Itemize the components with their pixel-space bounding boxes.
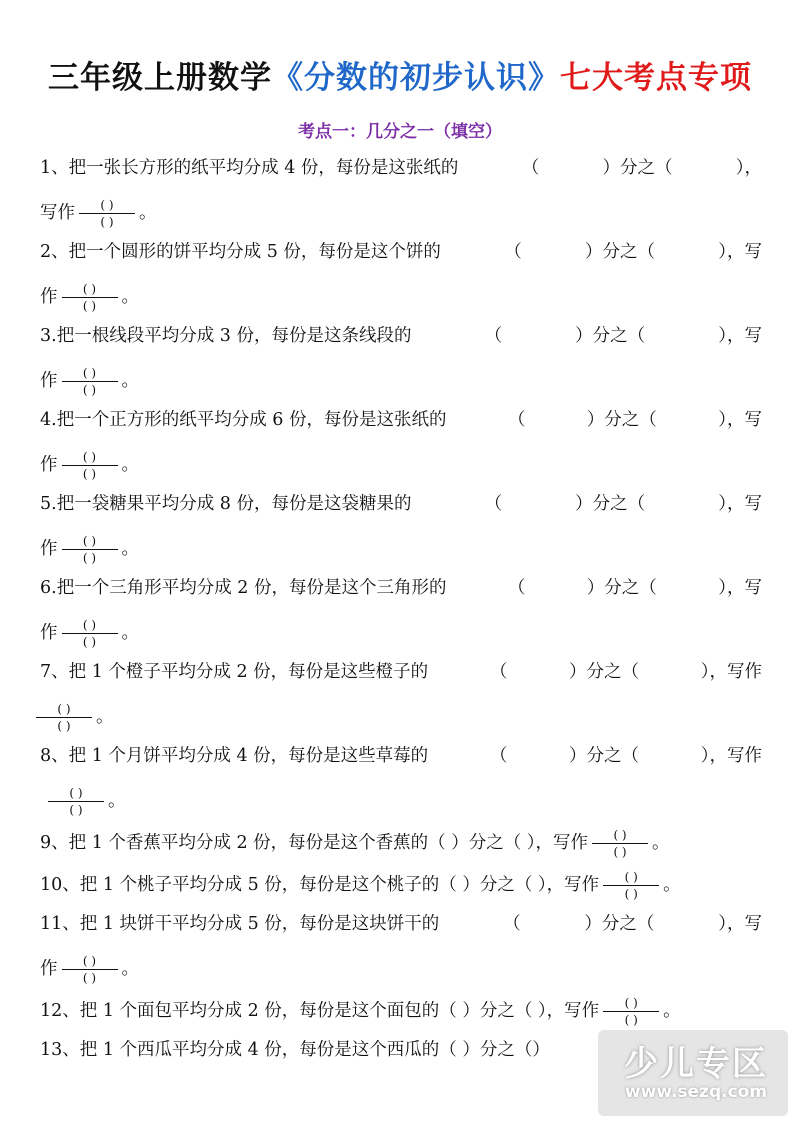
fraction-blank[interactable]: $\frac{( )}{( )}$ [603, 870, 659, 901]
title-grade: 三年级上册数学 [48, 60, 272, 96]
question-11-text: 11、把 1 块饼干平均分成 5 份，每份是这块饼干的 [40, 914, 440, 934]
question-6-line1: 6.把一个三角形平均分成 2 份，每份是这个三角形的 （ ）分之（ ），写 [40, 578, 762, 598]
question-2-line1: 2、把一个圆形的饼平均分成 5 份，每份是这个饼的 （ ）分之（ ），写 [40, 242, 762, 262]
question-7-text: 7、把 1 个橙子平均分成 2 份，每份是这些橙子的 [40, 662, 429, 682]
fraction-blank[interactable]: $\frac{( )}{( )}$ [62, 954, 118, 985]
fraction-blank[interactable]: $\frac{( )}{( )}$ [603, 996, 659, 1027]
question-11-line2: 作 $\frac{( )}{( )}$ 。 [40, 954, 139, 985]
fraction-blank[interactable]: $\frac{( )}{( )}$ [62, 618, 118, 649]
question-10-line: 10、把 1 个桃子平均分成 5 份，每份是这个桃子的（ ）分之（ ），写作 $\frac{( )}{( )}$ 。 [40, 870, 681, 901]
page-title [0, 52, 800, 97]
question-5-line1: 5.把一袋糖果平均分成 8 份，每份是这袋糖果的 （ ）分之（ ），写 [40, 494, 762, 514]
fraction-blank[interactable]: $\frac{( )}{( )}$ [62, 282, 118, 313]
fraction-blank[interactable]: $\frac{( )}{( )}$ [36, 702, 92, 733]
fraction-blank[interactable]: $\frac{( )}{( )}$ [62, 450, 118, 481]
question-3-text: 3.把一根线段平均分成 3 份，每份是这条线段的 [40, 326, 412, 346]
question-4-text: 4.把一个正方形的纸平均分成 6 份，每份是这张纸的 [40, 410, 447, 430]
watermark-url: www.sezq.com [624, 1082, 768, 1102]
question-9-line: 9、把 1 个香蕉平均分成 2 份，每份是这个香蕉的（ ）分之（ ），写作 $\frac{( )}{( )}$ 。 [40, 828, 670, 859]
question-3-line1: 3.把一根线段平均分成 3 份，每份是这条线段的 （ ）分之（ ），写 [40, 326, 762, 346]
fraction-blank[interactable]: $\frac{( )}{( )}$ [62, 366, 118, 397]
question-5-text: 5.把一袋糖果平均分成 8 份，每份是这袋糖果的 [40, 494, 412, 514]
title-book: 《分数的初步认识》 [272, 60, 560, 96]
section-subtitle: 考点一：几分之一（填空） [298, 122, 502, 142]
question-8-line2: $\frac{( )}{( )}$ 。 [40, 786, 762, 817]
question-2-text: 2、把一个圆形的饼平均分成 5 份，每份是这个饼的 [40, 242, 441, 262]
question-8-text: 8、把 1 个月饼平均分成 4 份，每份是这些草莓的 [40, 746, 429, 766]
title-topic: 七大考点专项 [560, 60, 752, 96]
fraction-blank[interactable]: $\frac{( )}{( )}$ [48, 786, 104, 817]
question-6-line2: 作 $\frac{( )}{( )}$ 。 [40, 618, 139, 649]
question-2-line2: 作 $\frac{( )}{( )}$ 。 [40, 282, 139, 313]
question-7-line1: 7、把 1 个橙子平均分成 2 份，每份是这些橙子的 （ ）分之（ ），写作 [40, 662, 762, 682]
question-4-line2: 作 $\frac{( )}{( )}$ 。 [40, 450, 139, 481]
question-11-line1: 11、把 1 块饼干平均分成 5 份，每份是这块饼干的 （ ）分之（ ），写 [40, 914, 762, 934]
question-8-line1: 8、把 1 个月饼平均分成 4 份，每份是这些草莓的 （ ）分之（ ），写作 [40, 746, 762, 766]
question-13-text: 13、把 1 个西瓜平均分成 4 份，每份是这个西瓜的（ ）分之（ [40, 1040, 533, 1060]
question-7-line2: $\frac{( )}{( )}$ 。 [40, 702, 762, 733]
question-13-line: 13、把 1 个西瓜平均分成 4 份，每份是这个西瓜的（ ）分之（） [40, 1040, 550, 1060]
fraction-blank[interactable]: $\frac{( )}{( )}$ [62, 534, 118, 565]
question-1-line1: 1、把一张长方形的纸平均分成 4 份，每份是这张纸的 （ ）分之（ ）， [40, 158, 762, 178]
question-4-line1: 4.把一个正方形的纸平均分成 6 份，每份是这张纸的 （ ）分之（ ），写 [40, 410, 762, 430]
question-3-line2: 作 $\frac{( )}{( )}$ 。 [40, 366, 139, 397]
question-1-line2: 写作 $\frac{( )}{( )}$ 。 [40, 198, 157, 229]
question-1-text: 1、把一张长方形的纸平均分成 4 份，每份是这张纸的 [40, 158, 459, 178]
question-12-line: 12、把 1 个面包平均分成 2 份，每份是这个面包的（ ）分之（ ），写作 $\frac{( )}{( )}$ 。 [40, 996, 681, 1027]
fraction-blank[interactable]: $\frac{( )}{( )}$ [592, 828, 648, 859]
question-12-text: 12、把 1 个面包平均分成 2 份，每份是这个面包的（ ）分之（ ），写作 [40, 1001, 600, 1021]
watermark-logo-text: 少儿专区 [624, 1044, 768, 1084]
question-5-line2: 作 $\frac{( )}{( )}$ 。 [40, 534, 139, 565]
question-9-text: 9、把 1 个香蕉平均分成 2 份，每份是这个香蕉的（ ）分之（ ），写作 [40, 833, 589, 853]
question-10-text: 10、把 1 个桃子平均分成 5 份，每份是这个桃子的（ ）分之（ ），写作 [40, 875, 600, 895]
question-6-text: 6.把一个三角形平均分成 2 份，每份是这个三角形的 [40, 578, 447, 598]
fraction-blank[interactable]: $\frac{( )}{( )}$ [79, 198, 135, 229]
